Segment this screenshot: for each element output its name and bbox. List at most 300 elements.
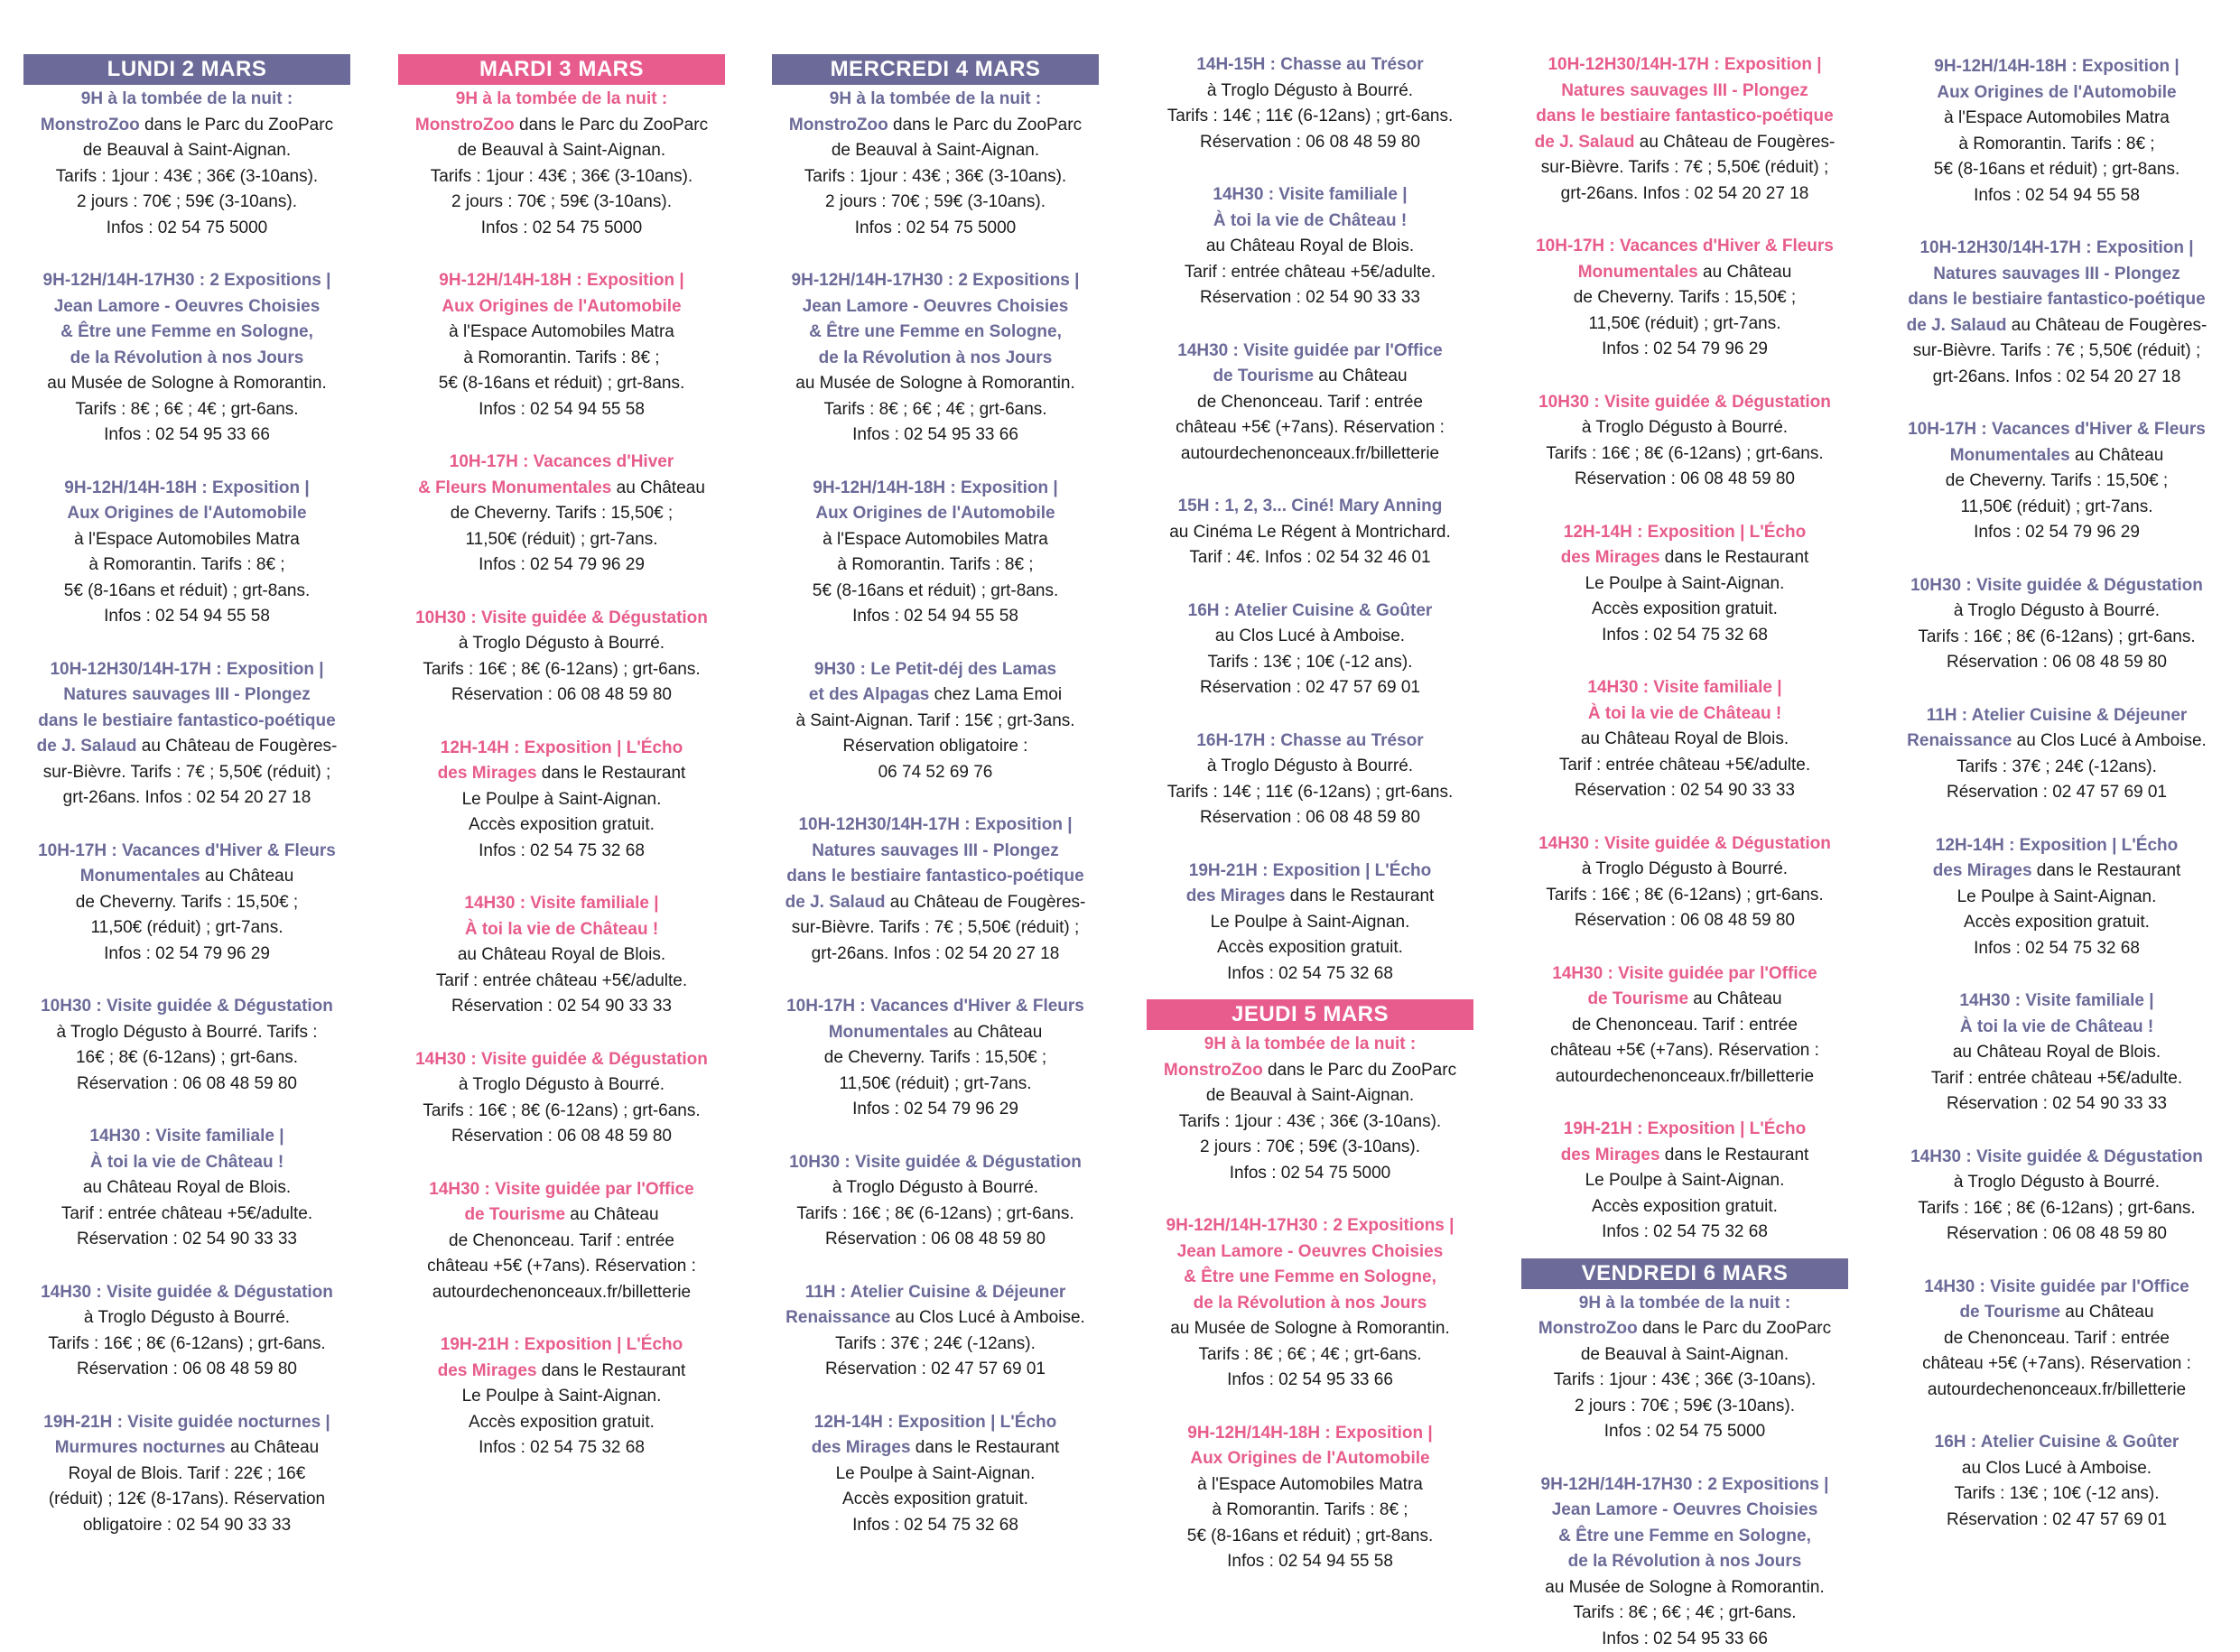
event-detail-text: Réservation : 02 54 90 33 33 — [1575, 781, 1795, 800]
event-detail-text: à l'Espace Automobiles Matra — [1197, 1475, 1423, 1494]
event-title-text: MonstroZoo — [789, 116, 888, 135]
event-detail-text: sur-Bièvre. Tarifs : 7€ ; 5,50€ (réduit) ; — [1541, 158, 1829, 177]
event-line — [772, 552, 1099, 579]
event-detail-text: à Troglo Dégusto à Bourré. — [1954, 601, 2160, 620]
event-title-text: 15H : 1, 2, 3... Ciné! Mary Anning — [1178, 497, 1443, 515]
event-line — [1893, 339, 2220, 365]
event-line — [1147, 1498, 1473, 1524]
event-line — [398, 552, 725, 579]
event-line — [1521, 1575, 1848, 1601]
event-title-text: 14H30 : Visite familiale | — [1959, 991, 2153, 1010]
event-entry — [1521, 1291, 1848, 1445]
event-line — [23, 138, 350, 164]
event-line — [1521, 1117, 1848, 1143]
event-line — [772, 1305, 1099, 1332]
event-line — [1893, 910, 2220, 936]
event-line — [1147, 884, 1473, 910]
event-title-text: 10H30 : Visite guidée & Dégustation — [789, 1153, 1082, 1172]
event-detail-text: Tarifs : 16€ ; 8€ (6-12ans) ; grt-6ans. — [1918, 627, 2195, 646]
event-line — [1147, 1032, 1473, 1058]
event-title-text: Jean Lamore - Oeuvres Choisies — [803, 297, 1069, 316]
event-detail-text: grt-26ans. Infos : 02 54 20 27 18 — [63, 788, 311, 807]
event-title-text: 11H : Atelier Cuisine & Déjeuner — [805, 1283, 1066, 1302]
event-detail-text: Infos : 02 54 75 32 68 — [479, 1438, 645, 1457]
event-line — [1893, 54, 2220, 80]
event-title-text: 12H-14H : Exposition | L'Écho — [1564, 523, 1807, 542]
event-line — [398, 812, 725, 839]
event-entry — [772, 657, 1099, 786]
event-entry — [23, 1280, 350, 1383]
event-line — [23, 320, 350, 346]
event-detail-text: Tarifs : 16€ ; 8€ (6-12ans) ; grt-6ans. — [1546, 886, 1823, 905]
event-line — [23, 1435, 350, 1462]
event-line — [772, 657, 1099, 683]
event-line — [772, 1202, 1099, 1228]
event-line — [772, 1097, 1099, 1123]
event-line — [23, 216, 350, 242]
event-line — [1147, 415, 1473, 441]
event-title-text: 12H-14H : Exposition | L'Écho — [441, 738, 683, 757]
event-title-text: 14H30 : Visite guidée par l'Office — [1552, 964, 1817, 983]
event-detail-text: 5€ (8-16ans et réduit) ; grt-8ans. — [64, 581, 310, 600]
event-detail-text: de Chenonceau. Tarif : entrée — [449, 1231, 674, 1250]
event-title-text: des Mirages — [1933, 861, 2032, 880]
event-line — [1893, 1326, 2220, 1352]
event-line — [1521, 234, 1848, 260]
event-detail-text: au Château — [949, 1023, 1043, 1042]
event-line — [1521, 1419, 1848, 1445]
event-line — [398, 190, 725, 216]
event-title-text: Aux Origines de l'Automobile — [1190, 1449, 1429, 1468]
event-line — [1147, 1213, 1473, 1239]
event-detail-text: au Musée de Sologne à Romorantin. — [795, 374, 1074, 393]
event-line — [1893, 495, 2220, 521]
event-line — [1147, 79, 1473, 105]
event-line — [1893, 520, 2220, 546]
event-line — [398, 1435, 725, 1462]
event-line — [398, 138, 725, 164]
event-title-text: 9H30 : Le Petit-déj des Lamas — [814, 660, 1056, 679]
event-title-text: des Mirages — [1561, 1146, 1660, 1165]
event-detail-text: au Château de Fougères- — [2007, 316, 2207, 335]
event-line — [1893, 313, 2220, 339]
event-line — [1893, 1040, 2220, 1066]
event-title-text: 12H-14H : Exposition | L'Écho — [1936, 836, 2179, 855]
event-line — [1893, 1015, 2220, 1041]
event-detail-text: Le Poulpe à Saint-Aignan. — [1585, 1171, 1785, 1190]
event-line — [23, 709, 350, 735]
event-detail-text: au Château Royal de Blois. — [83, 1178, 291, 1197]
event-line — [398, 397, 725, 423]
event-title-text: de la Révolution à nos Jours — [819, 348, 1053, 367]
event-line — [1893, 1091, 2220, 1118]
event-detail-text: Réservation : 06 08 48 59 80 — [451, 1127, 672, 1146]
event-entry — [1893, 236, 2220, 390]
event-title-text: MonstroZoo — [415, 116, 515, 135]
event-detail-text: Réservation : 06 08 48 59 80 — [1947, 653, 2167, 672]
event-detail-text: 5€ (8-16ans et réduit) ; grt-8ans. — [813, 581, 1058, 600]
event-line — [772, 346, 1099, 372]
event-line — [398, 891, 725, 917]
event-detail-text: Infos : 02 54 75 5000 — [1230, 1164, 1391, 1183]
event-title-text: 14H30 : Visite guidée & Dégustation — [1538, 834, 1831, 853]
event-line — [23, 915, 350, 942]
event-line — [1147, 1446, 1473, 1472]
event-title-text: & Être une Femme en Sologne, — [1184, 1267, 1436, 1286]
event-line — [1893, 469, 2220, 495]
event-line — [1147, 364, 1473, 390]
event-line — [23, 657, 350, 683]
event-detail-text: à Troglo Dégusto à Bourré. — [1207, 81, 1413, 100]
event-title-text: 19H-21H : Exposition | L'Écho — [441, 1335, 683, 1354]
event-title-text: de J. Salaud — [1535, 133, 1635, 152]
event-entry — [1147, 1213, 1473, 1394]
event-line — [1521, 831, 1848, 858]
event-line — [398, 216, 725, 242]
event-detail-text: de Beauval à Saint-Aignan. — [83, 141, 291, 160]
event-line — [1893, 703, 2220, 729]
event-entry — [1893, 1430, 2220, 1533]
event-entry — [23, 1124, 350, 1253]
event-detail-text: Infos : 02 54 95 33 66 — [852, 425, 1018, 444]
event-line — [1147, 494, 1473, 520]
event-line — [1893, 1275, 2220, 1301]
event-line — [23, 190, 350, 216]
event-detail-text: dans le Parc du ZooParc — [515, 116, 708, 135]
event-line — [1521, 1627, 1848, 1652]
event-detail-text: Tarifs : 13€ ; 10€ (-12 ans). — [1954, 1484, 2159, 1503]
event-line — [772, 501, 1099, 527]
event-detail-text: Tarifs : 16€ ; 8€ (6-12ans) ; grt-6ans. — [48, 1334, 325, 1353]
event-detail-text: à Romorantin. Tarifs : 8€ ; — [88, 555, 284, 574]
event-title-text: Monumentales — [80, 867, 200, 886]
event-detail-text: Réservation : 02 54 90 33 33 — [1200, 288, 1420, 307]
event-line — [1147, 52, 1473, 79]
event-line — [23, 760, 350, 786]
event-entry — [1893, 988, 2220, 1118]
event-detail-text: Tarifs : 16€ ; 8€ (6-12ans) ; grt-6ans. — [423, 1101, 700, 1120]
event-line — [398, 994, 725, 1020]
event-entry — [772, 812, 1099, 967]
event-line — [1147, 858, 1473, 885]
event-detail-text: au Musée de Sologne à Romorantin. — [1170, 1319, 1449, 1338]
event-title-text: 9H-12H/14H-17H30 : 2 Expositions | — [792, 271, 1080, 290]
event-detail-text: Tarifs : 1jour : 43€ ; 36€ (3-10ans). — [1179, 1112, 1441, 1131]
event-line — [1147, 1291, 1473, 1317]
event-line — [772, 864, 1099, 890]
event-detail-text: à Romorantin. Tarifs : 8€ ; — [837, 555, 1033, 574]
event-detail-text: Accès exposition gratuit. — [1217, 938, 1403, 957]
event-line — [1521, 467, 1848, 493]
event-entry — [1893, 54, 2220, 209]
event-detail-text: grt-26ans. Infos : 02 54 20 27 18 — [812, 944, 1060, 963]
event-detail-text: Accès exposition gratuit. — [469, 1413, 655, 1432]
event-line — [398, 164, 725, 190]
event-entry — [1147, 52, 1473, 155]
event-detail-text: Tarif : 4€. Infos : 02 54 32 46 01 — [1189, 548, 1430, 567]
event-detail-text: de Chenonceau. Tarif : entrée — [1944, 1329, 2170, 1348]
event-line — [398, 1099, 725, 1125]
event-line — [1147, 1472, 1473, 1499]
event-line — [1521, 1220, 1848, 1246]
event-detail-text: autourdechenonceaux.fr/billetterie — [1181, 444, 1439, 463]
event-detail-text: Tarif : entrée château +5€/adulte. — [436, 971, 687, 990]
day-header: MARDI 3 MARS — [398, 54, 725, 85]
event-entry — [1147, 1032, 1473, 1186]
event-detail-text: Réservation : 02 54 90 33 33 — [77, 1230, 297, 1248]
event-entry — [1521, 961, 1848, 1091]
event-line — [772, 113, 1099, 139]
event-detail-text: Infos : 02 54 75 5000 — [1604, 1422, 1766, 1441]
event-detail-text: dans le Restaurant — [2032, 861, 2181, 880]
event-entry — [1147, 1421, 1473, 1575]
day-header: LUNDI 2 MARS — [23, 54, 350, 85]
event-title-text: 9H-12H/14H-18H : Exposition | — [813, 478, 1057, 497]
event-title-text: 10H-17H : Vacances d'Hiver & Fleurs — [1536, 237, 1834, 255]
event-title-text: 16H : Atelier Cuisine & Goûter — [1935, 1433, 2180, 1452]
event-detail-text: 5€ (8-16ans et réduit) ; grt-8ans. — [439, 374, 684, 393]
event-title-text: 10H30 : Visite guidée & Dégustation — [1910, 576, 2203, 595]
event-line — [1521, 1498, 1848, 1524]
event-detail-text: Tarifs : 16€ ; 8€ (6-12ans) ; grt-6ans. — [423, 660, 700, 679]
event-entry — [1893, 833, 2220, 962]
event-entry — [1893, 1275, 2220, 1404]
event-detail-text: 5€ (8-16ans et réduit) ; grt-8ans. — [1934, 160, 2180, 179]
event-detail-text: sur-Bièvre. Tarifs : 7€ ; 5,50€ (réduit) ; — [1913, 341, 2201, 360]
event-title-text: 9H à la tombée de la nuit : — [456, 89, 667, 108]
event-title-text: Jean Lamore - Oeuvres Choisies — [1177, 1242, 1444, 1261]
event-line — [23, 346, 350, 372]
event-line — [1147, 182, 1473, 209]
event-line — [23, 1175, 350, 1202]
event-title-text: Natures sauvages III - Plongez — [63, 685, 310, 704]
event-entry — [1147, 182, 1473, 311]
event-title-text: 10H-12H30/14H-17H : Exposition | — [798, 815, 1072, 834]
event-line — [1521, 1013, 1848, 1039]
event-line — [23, 1487, 350, 1513]
event-detail-text: de Beauval à Saint-Aignan. — [1206, 1086, 1414, 1105]
event-title-text: de J. Salaud — [785, 893, 886, 912]
event-line — [1147, 1135, 1473, 1161]
column-6 — [1893, 54, 2220, 1533]
event-detail-text: à Saint-Aignan. Tarif : 15€ ; grt-3ans. — [795, 711, 1074, 730]
event-line — [772, 1045, 1099, 1072]
event-detail-text: de Beauval à Saint-Aignan. — [832, 141, 1039, 160]
event-title-text: MonstroZoo — [1164, 1061, 1263, 1080]
event-line — [772, 1280, 1099, 1306]
event-line — [1893, 106, 2220, 132]
event-title-text: 10H30 : Visite guidée & Dégustation — [415, 608, 708, 627]
event-detail-text: au Château Royal de Blois. — [458, 945, 665, 964]
event-title-text: & Être une Femme en Sologne, — [809, 322, 1062, 341]
event-line — [23, 422, 350, 449]
event-line — [1893, 1351, 2220, 1378]
event-line — [1521, 857, 1848, 883]
event-detail-text: 11,50€ (réduit) ; grt-7ans. — [91, 918, 283, 937]
event-line — [1893, 1196, 2220, 1222]
event-detail-text: Infos : 02 54 79 96 29 — [852, 1100, 1018, 1118]
event-line — [23, 397, 350, 423]
event-detail-text: de Cheverny. Tarifs : 15,50€ ; — [1574, 288, 1796, 307]
event-line — [1147, 234, 1473, 260]
event-detail-text: Tarif : entrée château +5€/adulte. — [1559, 756, 1810, 775]
event-line — [1147, 1316, 1473, 1342]
event-line — [772, 1072, 1099, 1098]
event-detail-text: Réservation : 02 54 90 33 33 — [1947, 1094, 2167, 1113]
event-line — [1521, 727, 1848, 753]
event-detail-text: Le Poulpe à Saint-Aignan. — [1957, 887, 2157, 906]
event-line — [398, 1254, 725, 1280]
event-detail-text: au Château de Fougères- — [1635, 133, 1836, 152]
event-line — [23, 942, 350, 968]
event-detail-text: Tarifs : 16€ ; 8€ (6-12ans) ; grt-6ans. — [796, 1204, 1074, 1223]
event-detail-text: au Château — [1314, 367, 1408, 385]
event-line — [23, 294, 350, 320]
event-detail-text: Le Poulpe à Saint-Aignan. — [836, 1464, 1036, 1483]
event-detail-text: à l'Espace Automobiles Matra — [449, 322, 674, 341]
event-detail-text: Accès exposition gratuit. — [1964, 913, 2150, 932]
event-line — [23, 994, 350, 1020]
event-line — [1521, 1064, 1848, 1091]
event-line — [1521, 181, 1848, 208]
event-line — [1147, 754, 1473, 780]
event-line — [1521, 1549, 1848, 1575]
event-line — [1521, 675, 1848, 701]
event-entry — [398, 1047, 725, 1150]
event-line — [398, 682, 725, 709]
event-title-text: de J. Salaud — [37, 737, 137, 756]
event-line — [772, 527, 1099, 553]
event-detail-text: 11,50€ (réduit) ; grt-7ans. — [840, 1074, 1032, 1093]
event-detail-text: au Château de Fougères- — [886, 893, 1086, 912]
event-title-text: & Être une Femme en Sologne, — [60, 322, 313, 341]
event-title-text: et des Alpagas — [809, 685, 929, 704]
event-line — [1521, 623, 1848, 649]
event-line — [1147, 1265, 1473, 1291]
event-line — [398, 1202, 725, 1229]
event-line — [772, 1150, 1099, 1176]
event-line — [1521, 1316, 1848, 1342]
event-line — [398, 371, 725, 397]
event-line — [398, 942, 725, 969]
event-line — [772, 320, 1099, 346]
event-detail-text: Infos : 02 54 94 55 58 — [1227, 1552, 1393, 1571]
event-title-text: 10H-12H30/14H-17H : Exposition | — [1919, 238, 2193, 257]
event-detail-text: Tarifs : 16€ ; 8€ (6-12ans) ; grt-6ans. — [1546, 444, 1823, 463]
event-line — [398, 476, 725, 502]
event-entry — [23, 268, 350, 449]
event-line — [23, 552, 350, 579]
event-detail-text: Infos : 02 54 95 33 66 — [1602, 1629, 1768, 1648]
column-4 — [1147, 52, 1473, 1575]
event-detail-text: château +5€ (+7ans). Réservation : — [427, 1257, 696, 1276]
event-line — [1521, 155, 1848, 181]
event-title-text: 10H30 : Visite guidée & Dégustation — [1538, 393, 1831, 412]
event-title-text: Aux Origines de l'Automobile — [815, 504, 1055, 523]
event-title-text: 12H-14H : Exposition | L'Écho — [814, 1413, 1057, 1432]
event-entry — [398, 1332, 725, 1462]
event-detail-text: autourdechenonceaux.fr/billetterie — [1556, 1067, 1814, 1086]
event-detail-text: chez Lama Emoi — [929, 685, 1062, 704]
event-line — [23, 1227, 350, 1253]
event-detail-text: à l'Espace Automobiles Matra — [823, 530, 1048, 549]
event-detail-text: à Troglo Dégusto à Bourré. Tarifs : — [56, 1023, 317, 1042]
event-line — [23, 1280, 350, 1306]
event-detail-text: Tarifs : 14€ ; 11€ (6-12ans) ; grt-6ans. — [1167, 107, 1453, 125]
event-line — [1893, 287, 2220, 313]
event-detail-text: 06 74 52 69 76 — [878, 763, 993, 782]
event-title-text: 14H30 : Visite familiale | — [89, 1127, 283, 1146]
event-line — [1893, 988, 2220, 1015]
event-detail-text: Accès exposition gratuit. — [1592, 599, 1778, 618]
event-title-text: des Mirages — [1561, 548, 1660, 567]
event-detail-text: Le Poulpe à Saint-Aignan. — [462, 1387, 662, 1406]
event-title-text: de Tourisme — [464, 1205, 565, 1224]
event-title-text: 14H30 : Visite guidée & Dégustation — [415, 1050, 708, 1069]
event-detail-text: château +5€ (+7ans). Réservation : — [1176, 418, 1445, 437]
event-entry — [23, 1410, 350, 1539]
event-entry — [1893, 573, 2220, 676]
event-title-text: Aux Origines de l'Automobile — [67, 504, 306, 523]
event-title-text: 16H-17H : Chasse au Trésor — [1196, 731, 1423, 750]
event-line — [23, 87, 350, 113]
event-line — [398, 631, 725, 657]
event-entry — [1521, 234, 1848, 363]
event-line — [1893, 625, 2220, 651]
event-line — [1521, 753, 1848, 779]
event-entry — [772, 1410, 1099, 1539]
event-line — [1521, 337, 1848, 363]
event-line — [1147, 805, 1473, 831]
event-line — [398, 917, 725, 943]
event-entry — [1521, 520, 1848, 649]
event-line — [1893, 780, 2220, 806]
event-title-text: 14H30 : Visite familiale | — [1587, 678, 1781, 697]
event-line — [1521, 778, 1848, 804]
event-line — [1147, 285, 1473, 311]
event-detail-text: Réservation : 02 47 57 69 01 — [1200, 678, 1420, 697]
event-line — [398, 787, 725, 813]
event-title-text: 10H-17H : Vacances d'Hiver — [450, 452, 674, 471]
event-line — [398, 1280, 725, 1306]
event-line — [398, 320, 725, 346]
event-line — [1893, 1170, 2220, 1196]
event-line — [1147, 1524, 1473, 1550]
event-detail-text: (réduit) ; 12€ (8-17ans). Réservation — [49, 1490, 325, 1508]
event-line — [1521, 1168, 1848, 1194]
event-title-text: de Tourisme — [1959, 1303, 2060, 1322]
event-entry — [772, 994, 1099, 1123]
event-detail-text: 2 jours : 70€ ; 59€ (3-10ans). — [1575, 1397, 1795, 1415]
event-line — [772, 709, 1099, 735]
event-line — [398, 294, 725, 320]
event-detail-text: château +5€ (+7ans). Réservation : — [1922, 1354, 2191, 1373]
event-title-text: dans le bestiaire fantastico-poétique — [1536, 107, 1833, 125]
event-detail-text: Réservation : 06 08 48 59 80 — [825, 1230, 1046, 1248]
column-5 — [1521, 52, 1848, 1652]
event-entry — [1521, 1117, 1848, 1246]
event-detail-text: à Troglo Dégusto à Bourré. — [1207, 756, 1413, 775]
event-line — [772, 839, 1099, 865]
event-detail-text: de Beauval à Saint-Aignan. — [1581, 1345, 1789, 1364]
event-line — [23, 604, 350, 630]
event-detail-text: Réservation : 06 08 48 59 80 — [1947, 1224, 2167, 1243]
column-1 — [23, 54, 350, 1538]
event-line — [1521, 415, 1848, 441]
event-title-text: 9H à la tombée de la nuit : — [1579, 1294, 1790, 1313]
event-detail-text: Tarifs : 37€ ; 24€ (-12ans). — [835, 1334, 1036, 1353]
event-detail-text: Infos : 02 54 75 5000 — [855, 218, 1017, 237]
